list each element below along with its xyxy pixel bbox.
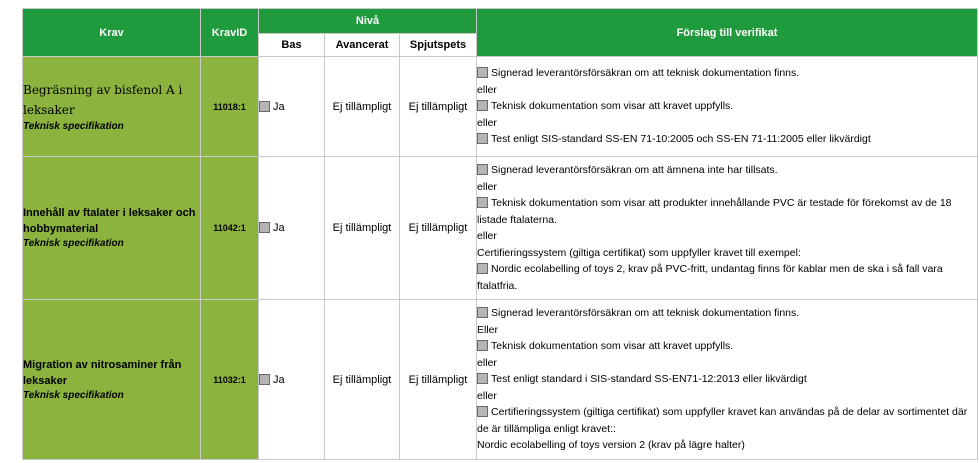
krav-name: Migration av nitrosaminer från leksaker <box>23 358 182 387</box>
verifikat-line: eller <box>477 116 497 129</box>
verifikat-cell <box>477 57 978 157</box>
verifikat-line: eller <box>477 180 497 193</box>
spjutspets-value: Ej tillämpligt <box>400 57 477 157</box>
verifikat-line: Teknisk dokumentation som visar att produkter innehållande PVC är testade för förekomst av de 18 listade ftalaterna. <box>477 197 952 226</box>
verifikat-line: Test enligt SIS-standard SS-EN 71-10:2005 och SS-EN 71-11:2005 eller likvärdigt <box>477 131 977 148</box>
table-row <box>23 157 978 300</box>
verifikat-line: Certifieringssystem (giltiga certifikat) som uppfyller kravet till exempel: <box>477 246 801 259</box>
krav-cell <box>23 57 201 157</box>
checkbox[interactable] <box>259 101 270 112</box>
bas-cell <box>259 300 325 460</box>
verifikat-line: eller <box>477 389 497 402</box>
verifikat-line: Teknisk dokumentation som visar att kravet uppfylls. <box>477 98 977 115</box>
krav-spec: Teknisk specifikation <box>23 389 124 401</box>
checkbox[interactable] <box>477 340 488 351</box>
bas-cell <box>259 57 325 157</box>
bas-value: Ja <box>273 222 285 234</box>
bas-value: Ja <box>273 100 285 113</box>
header-krav: Krav <box>23 9 201 57</box>
table-row <box>23 300 978 460</box>
verifikat-line: Nordic ecolabelling of toys 2, krav på PVC-fritt, undantag finns för kablar men de ska i så fall vara ftalatfria. <box>477 263 943 292</box>
krav-cell <box>23 300 201 460</box>
verifikat-line: Nordic ecolabelling of toys version 2 (krav på lägre halter) <box>477 439 745 452</box>
header-bas: Bas <box>259 34 325 57</box>
krav-id: 11042:1 <box>201 157 259 300</box>
checkbox[interactable] <box>477 307 488 318</box>
checkbox[interactable] <box>259 222 270 233</box>
krav-name: Innehåll av ftalater i leksaker och hobbymaterial <box>23 207 196 235</box>
krav-name: Begräsning av bisfenol A i leksaker <box>23 82 183 117</box>
avancerat-value: Ej tillämpligt <box>325 300 400 460</box>
krav-id: 11032:1 <box>201 300 259 460</box>
krav-spec: Teknisk specifikation <box>23 238 124 249</box>
krav-cell <box>23 157 201 300</box>
verifikat-line: Signerad leverantörsförsäkran om att teknisk dokumentation finns. <box>477 305 977 322</box>
verifikat-line: Signerad leverantörsförsäkran om att teknisk dokumentation finns. <box>477 65 977 82</box>
verifikat-line: Certifieringssystem (giltiga certifikat) som uppfyller kravet kan användas på de delar av sortimentet där de är tillämpliga enligt kravet:: <box>477 406 968 435</box>
bas-value: Ja <box>273 373 285 386</box>
header-spjutspets: Spjutspets <box>400 34 477 57</box>
table-row <box>23 57 978 157</box>
checkbox[interactable] <box>477 263 488 274</box>
checkbox[interactable] <box>259 374 270 385</box>
avancerat-value: Ej tillämpligt <box>325 57 400 157</box>
spjutspets-value: Ej tillämpligt <box>400 300 477 460</box>
header-niva: Nivå <box>259 9 477 34</box>
verifikat-line: Signerad leverantörsförsäkran om att ämnena inte har tillsats. <box>477 162 977 179</box>
requirements-table <box>22 8 978 460</box>
header-avancerat: Avancerat <box>325 34 400 57</box>
checkbox[interactable] <box>477 133 488 144</box>
verifikat-line: Eller <box>477 323 499 336</box>
krav-id: 11018:1 <box>201 57 259 157</box>
verifikat-line: Teknisk dokumentation som visar att kravet uppfylls. <box>477 338 977 355</box>
verifikat-line: eller <box>477 356 497 369</box>
verifikat-line: Test enligt standard i SIS-standard SS-EN71-12:2013 eller likvärdigt <box>477 371 977 388</box>
checkbox[interactable] <box>477 373 488 384</box>
krav-spec: Teknisk specifikation <box>23 120 124 132</box>
bas-cell <box>259 157 325 300</box>
checkbox[interactable] <box>477 406 488 417</box>
checkbox[interactable] <box>477 197 488 208</box>
verifikat-cell <box>477 300 978 460</box>
checkbox[interactable] <box>477 100 488 111</box>
verifikat-line: eller <box>477 83 497 96</box>
checkbox[interactable] <box>477 164 488 175</box>
checkbox[interactable] <box>477 67 488 78</box>
header-kravid: KravID <box>201 9 259 57</box>
header-forslag: Förslag till verifikat <box>477 9 978 57</box>
verifikat-cell <box>477 157 978 300</box>
spjutspets-value: Ej tillämpligt <box>400 157 477 300</box>
avancerat-value: Ej tillämpligt <box>325 157 400 300</box>
verifikat-line: eller <box>477 230 497 242</box>
